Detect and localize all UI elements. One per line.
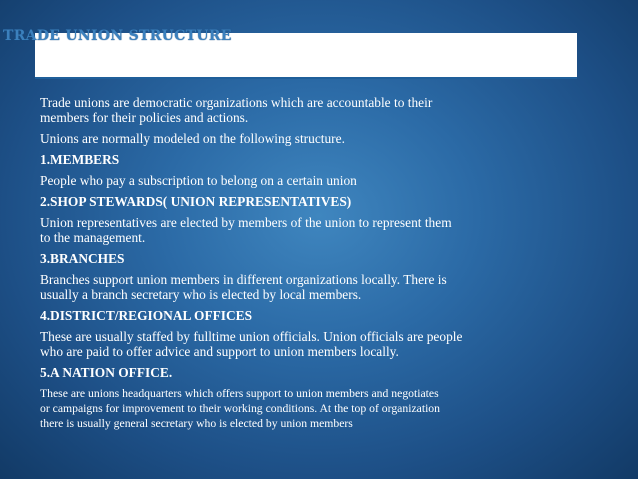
section-line: Union representatives are elected by members of the union to represent them bbox=[40, 215, 452, 230]
section-text-nation-office bbox=[40, 386, 600, 431]
section-line: These are usually staffed by fulltime union officials. Union officials are people bbox=[40, 329, 463, 344]
section-text-shop-stewards bbox=[40, 215, 600, 245]
section-text-branches bbox=[40, 272, 600, 302]
section-heading-branches: 3.BRANCHES bbox=[40, 251, 125, 266]
section-text-district-offices bbox=[40, 329, 600, 359]
intro-line: Trade unions are democratic organizations which are accountable to their bbox=[40, 95, 433, 110]
intro-paragraph-2: Unions are normally modeled on the following structure. bbox=[40, 131, 345, 146]
intro-line: members for their policies and actions. bbox=[40, 110, 249, 125]
section-text-members bbox=[40, 173, 600, 188]
section-heading-district-offices: 4.DISTRICT/REGIONAL OFFICES bbox=[40, 308, 253, 323]
intro-paragraph-1 bbox=[40, 95, 600, 125]
section-heading-shop-stewards: 2.SHOP STEWARDS( UNION REPRESENTATIVES) bbox=[40, 194, 352, 209]
section-line: or campaigns for improvement to their working conditions. At the top of organization bbox=[40, 402, 440, 415]
section-line: there is usually general secretary who is elected by union members bbox=[40, 417, 353, 430]
section-heading-nation-office: 5.A NATION OFFICE. bbox=[40, 365, 173, 380]
section-heading-members: 1.MEMBERS bbox=[40, 152, 120, 167]
section-line: who are paid to offer advice and support to union members locally. bbox=[40, 344, 399, 359]
section-line: usually a branch secretary who is elected by local members. bbox=[40, 287, 362, 302]
section-line: These are unions headquarters which offers support to union members and negotiates bbox=[40, 387, 439, 400]
slide-title: TRADE UNION STRUCTURE bbox=[3, 28, 232, 44]
section-line: People who pay a subscription to belong on a certain union bbox=[40, 173, 357, 188]
section-line: Branches support union members in different organizations locally. There is bbox=[40, 272, 447, 287]
section-line: to the management. bbox=[40, 230, 146, 245]
slide-body bbox=[40, 95, 600, 431]
